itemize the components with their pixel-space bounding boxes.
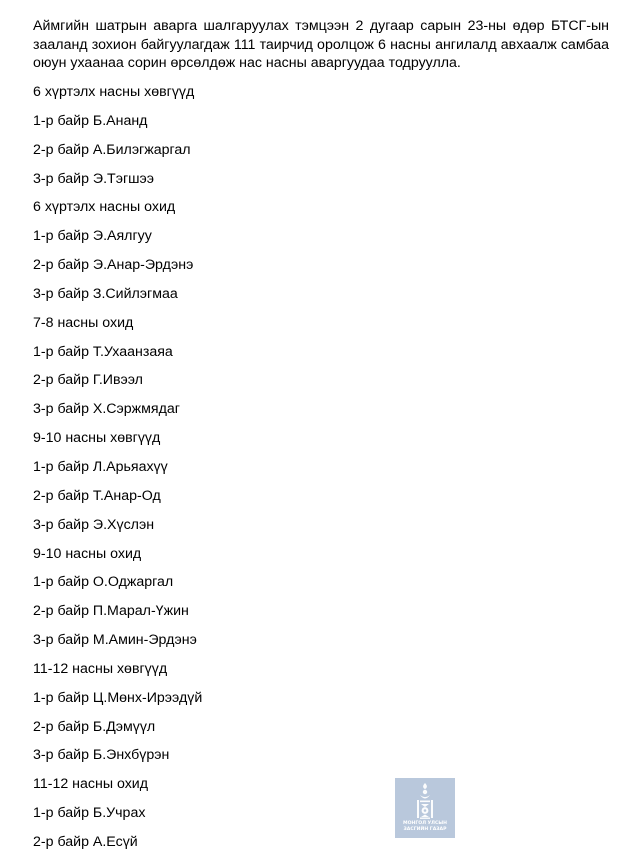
category-heading: 6 хүртэлх насны хөвгүүд	[33, 84, 195, 100]
result-line: 2-р байр Б.Дэмүүл	[33, 718, 156, 735]
result-line: 2-р байр П.Марал-Үжин	[33, 603, 189, 620]
result-line: 1-р байр О.Оджаргал	[33, 574, 174, 591]
results-list	[33, 84, 202, 863]
intro-paragraph: Аймгийн шатрын аварга шалгаруулах тэмцээн 2 дугаар сарын 23-ны өдөр БТСГ-ын зааланд зохион байгуулагдаж 111 таирчид оролцож 6 насны ангилалд авхаалж самбаа оюун ухаанаа сорин өрсөлдөж нас насны аваргуудаа тодруулла.	[33, 18, 609, 71]
result-line: 1-р байр Л.Арьяахүү	[33, 458, 168, 475]
government-emblem-watermark	[395, 778, 455, 838]
result-line: 2-р байр Э.Анар-Эрдэнэ	[33, 257, 194, 274]
result-line: 2-р байр Г.Ивээл	[33, 372, 143, 389]
result-line: 3-р байр Э.Тэгшээ	[33, 170, 154, 187]
result-line: 3-р байр Б.Энхбүрэн	[33, 747, 170, 764]
result-line: 3-р байр Х.Сэржмядаг	[33, 401, 180, 418]
result-line: 1-р байр Ц.Мөнх-Ирээдүй	[33, 689, 203, 706]
category-heading: 11-12 насны хөвгүүд	[33, 660, 168, 677]
result-line: 2-р байр А.Есүй	[33, 833, 138, 850]
result-line: 2-р байр Т.Анар-Од	[33, 487, 161, 504]
result-line: 1-р байр Э.Аялгуу	[33, 228, 152, 245]
category-heading: 7-8 насны охид	[33, 314, 134, 331]
result-line: 1-р байр Т.Ухаанзаяа	[33, 343, 173, 360]
result-line: 1-р байр Б.Ананд	[33, 112, 148, 129]
emblem-caption-line2: ЗАСГИЙН ГАЗАР	[403, 827, 447, 832]
emblem-caption-line1: МОНГОЛ УЛСЫН	[403, 821, 447, 826]
category-heading: 6 хүртэлх насны охид	[33, 199, 176, 216]
category-heading: 9-10 насны охид	[33, 545, 142, 562]
result-line: 3-р байр М.Амин-Эрдэнэ	[33, 632, 197, 649]
category-heading: 11-12 насны охид	[33, 776, 148, 793]
result-line: 2-р байр А.Билэгжаргал	[33, 141, 191, 158]
result-line: 3-р байр Э.Хүслэн	[33, 516, 155, 533]
result-line: 1-р байр Б.Учрах	[33, 805, 146, 822]
result-line: 3-р байр З.Сийлэгмаа	[33, 285, 178, 302]
category-heading: 9-10 насны хөвгүүд	[33, 430, 161, 447]
